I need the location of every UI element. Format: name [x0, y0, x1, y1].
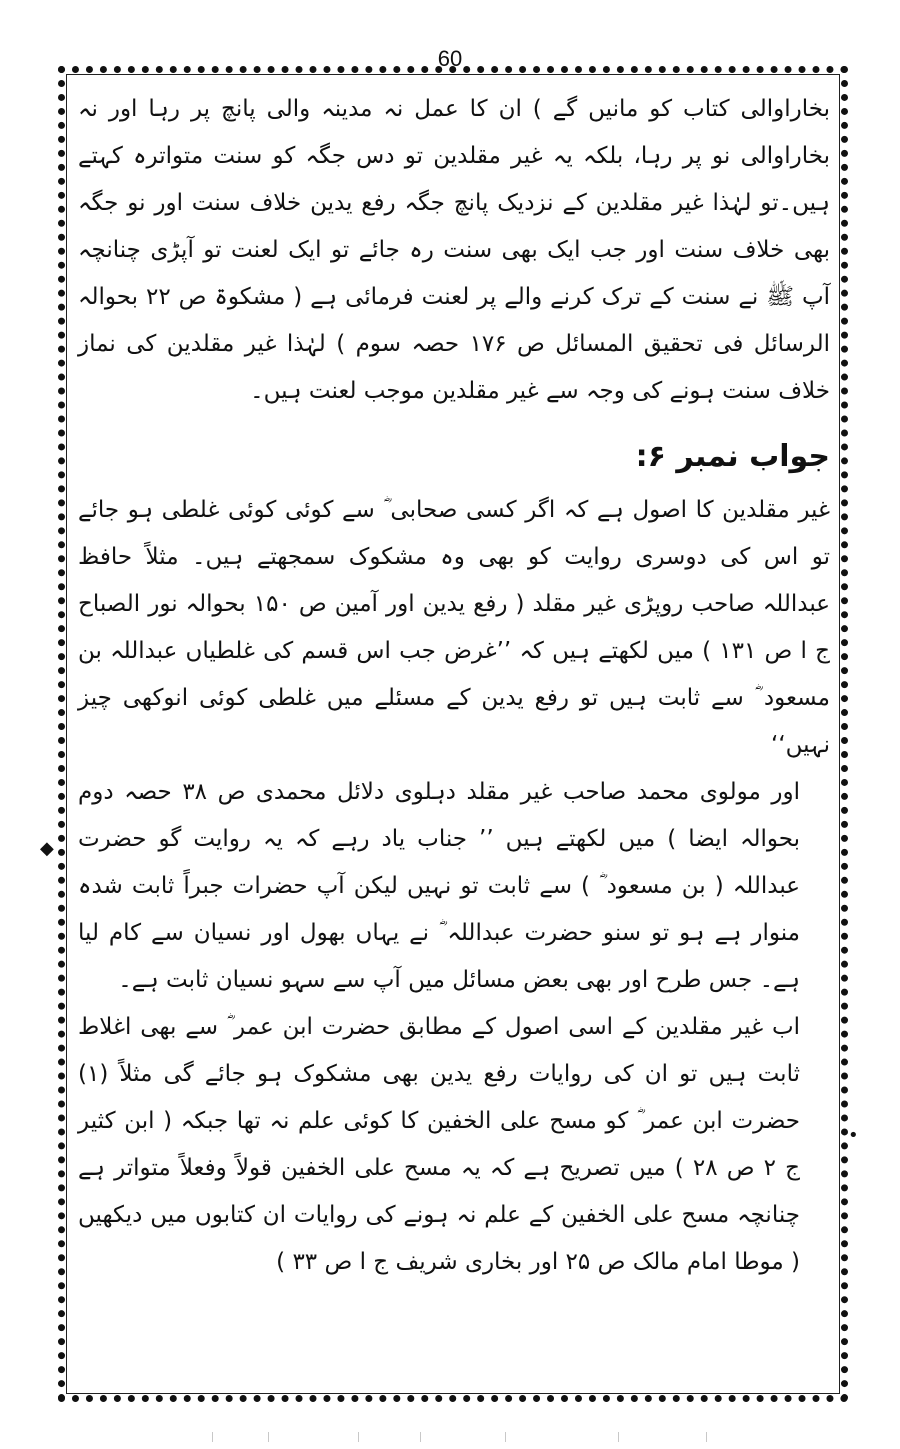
section-heading: جواب نمبر ۶:: [635, 439, 830, 474]
page-number: 60: [437, 46, 463, 71]
margin-mark-right: •: [848, 1125, 859, 1146]
paragraph-principle: غیر مقلدین کا اصول ہے کہ اگر کسی صحابی ؓ سے کوئی کوئی غلطی ہو جائے تو اس کی دوسری روایت کو بھی وہ مشکوک سمجھتے ہیں۔ مثلاً حافظ عبداللہ صاحب روپڑی غیر مقلد ( رفع یدین اور آمین ص ۱۵۰ بحوالہ نور الصباح ج ا ص ۱۳۱ ) میں لکھتے ہیں کہ ’’غرض جب اس قسم کی غلطیاں عبداللہ بن مسعود ؓ سے ثابت ہیں تو رفع یدین کے مسئلے میں غلطی کوئی انوکھی چیز نہیں‘‘: [78, 497, 831, 758]
paragraph-conclusion: اب غیر مقلدین کے اسی اصول کے مطابق حضرت ابن عمر ؓ سے بھی اغلاط ثابت ہیں تو ان کی روایات رفع یدین بھی مشکوک ہو جائے گی مثلاً (۱) حضرت ابن عمر ؓ کو مسح علی الخفین کا کوئی علم نہ تھا جبکہ ( ابن کثیر ج ۲ ص ۲۸ ) میں تصریح ہے کہ یہ مسح علی الخفین قولاً وفعلاً متواتر ہے چنانچہ مسح علی الخفین کے علم نہ ہونے کی روایات ان کتابوں میں دیکھیں ( موطا امام مالک ص ۲۵ اور بخاری شریف ج ا ص ۳۳ ): [78, 1014, 800, 1275]
page-body: [78, 86, 830, 1286]
margin-mark-left: ◆: [40, 838, 54, 859]
paragraph-quote: اور مولوی محمد صاحب غیر مقلد دہلوی دلائل محمدی ص ۳۸ حصہ دوم بحوالہ ایضا ) میں لکھتے ہیں ’’ جناب یاد رہے کہ یہ روایت گو حضرت عبداللہ ( بن مسعود ؓ ) سے ثابت تو نہیں لیکن آپ حضرات جبراً ثابت شدہ منوار ہے ہو تو سنو حضرت عبداللہ ؓ نے یہاں بھول اور نسیان سے کام لیا ہے۔ جس طرح اور بھی بعض مسائل میں آپ سے سہو نسیان ثابت ہے۔: [78, 779, 800, 993]
paragraph-intro: بخاراوالی کتاب کو مانیں گے ) ان کا عمل نہ مدینہ والی پانچ پر رہا اور نہ بخاراوالی نو پر رہا، بلکہ یہ غیر مقلدین تو دس جگہ کو سنت متواترہ کہتے ہیں۔تو لہٰذا غیر مقلدین کے نزدیک پانچ جگہ رفع یدین خلاف سنت اور نو جگہ بھی خلاف سنت اور جب ایک بھی سنت رہ جائے تو ایک لعنت تو آپڑی چنانچہ آپ ﷺ نے سنت کے ترک کرنے والے پر لعنت فرمائی ہے ( مشکوۃ ص ۲۲ بحوالہ الرسائل فی تحقیق المسائل ص ۱۷۶ حصہ سوم ) لہٰذا غیر مقلدین کی نماز خلاف سنت ہونے کی وجہ سے غیر مقلدین موجب لعنت ہیں۔: [78, 96, 830, 404]
scan-bottom-edge: [0, 1430, 900, 1449]
